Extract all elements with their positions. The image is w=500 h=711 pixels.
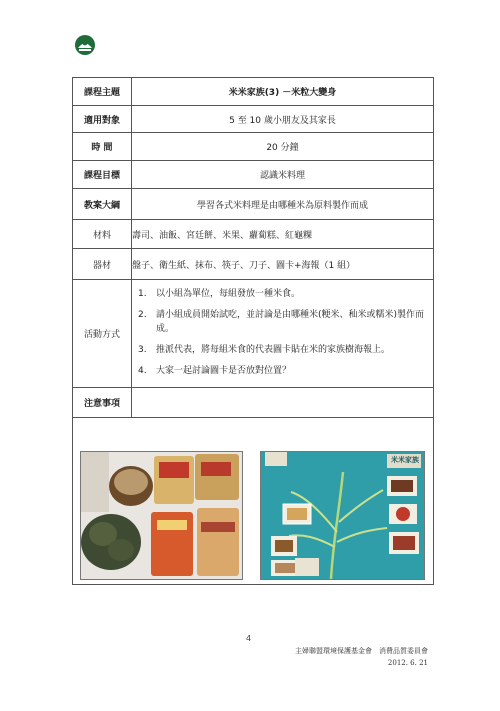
materials-label: 材料	[73, 220, 132, 249]
goal-label: 課程目標	[73, 161, 132, 189]
notes-value	[132, 388, 434, 418]
audience-label: 適用對象	[73, 106, 132, 133]
activity-number: 3.	[138, 344, 147, 355]
rice-family-poster-photo	[260, 451, 425, 580]
activity-list	[132, 287, 433, 378]
footer-organization: 主婦聯盟環境保護基金會 消費品質委員會	[295, 647, 428, 655]
activity-text: 請小組成員開始試吃，並討論是由哪種米(粳米、秈米或糯米)製作而成。	[156, 309, 425, 334]
outline-value: 學習各式米料理是由哪種米為原料製作而成	[132, 189, 434, 220]
row-goal	[73, 161, 434, 189]
poster-caption: 米米家族	[391, 456, 419, 464]
equipment-value: 盤子、衛生紙、抹布、筷子、刀子、圖卡+海報（1 組）	[132, 249, 434, 280]
audience-value: 5 至 10 歲小朋友及其家長	[132, 106, 434, 133]
activity-label: 活動方式	[73, 280, 132, 388]
row-notes	[73, 388, 434, 418]
topic-value: 米米家族(3) －米粒大變身	[132, 78, 434, 106]
time-label: 時 間	[73, 133, 132, 161]
row-outline	[73, 189, 434, 220]
activity-number: 2.	[138, 309, 147, 320]
activity-number: 1.	[138, 288, 147, 299]
goal-value: 認識米料理	[132, 161, 434, 189]
row-time	[73, 133, 434, 161]
activity-item	[138, 308, 425, 336]
outline-label: 教案大綱	[73, 189, 132, 220]
page-number: 4	[246, 634, 252, 643]
activity-value	[132, 280, 434, 388]
activity-item	[138, 364, 425, 378]
activity-text: 大家一起討論圖卡是否放對位置？	[156, 365, 292, 376]
activity-text: 以小組為單位，每組發放一種米食。	[156, 288, 301, 299]
row-materials	[73, 220, 434, 249]
rice-foods-photo	[80, 451, 243, 580]
foundation-logo-icon	[74, 34, 96, 56]
row-activity	[73, 280, 434, 388]
equipment-label: 器材	[73, 249, 132, 280]
activity-item	[138, 287, 425, 301]
row-topic	[73, 78, 434, 106]
materials-value: 壽司、油飯、宮廷餅、米果、蘿蔔糕、紅龜粿	[132, 220, 434, 249]
footer-date: 2012. 6. 21	[387, 659, 428, 667]
time-value: 20 分鐘	[132, 133, 434, 161]
row-equipment	[73, 249, 434, 280]
topic-label: 課程主題	[73, 78, 132, 106]
activity-item	[138, 343, 425, 357]
notes-label: 注意事項	[73, 388, 132, 418]
activity-text: 推派代表，將每組米食的代表圖卡貼在米的家族樹海報上。	[156, 344, 391, 355]
activity-number: 4.	[138, 365, 147, 376]
row-audience	[73, 106, 434, 133]
